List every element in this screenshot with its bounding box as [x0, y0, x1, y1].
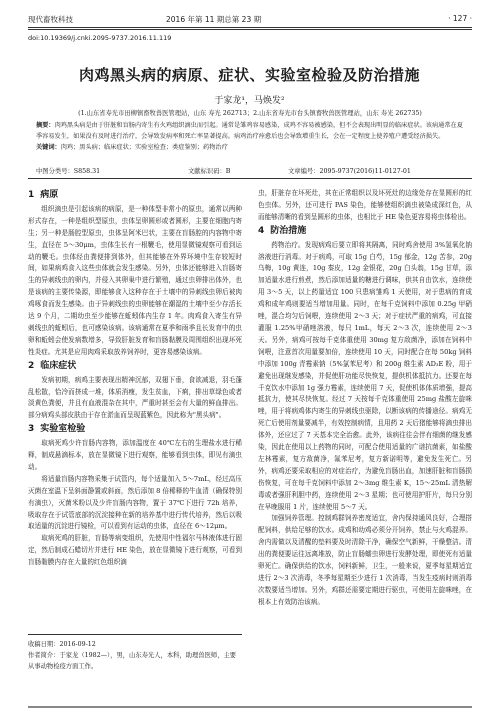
keywords: 肉鸡；黑头病；临床症状；实验室检查；类症鉴别；药物治疗: [60, 143, 228, 151]
author-bio: 作者简介：于家龙（1982—），男，山东寿光人，本科，助理兽医师，主要从事动物检疫方面工作。: [28, 652, 237, 670]
keywords-label: 关键词：: [36, 143, 61, 151]
abstract: [36, 121, 464, 153]
affiliation: (1.山东省寿光市田柳镇畜牧兽医管理站，山东 寿光 262713；2.山东省寿光市台头镇畜牧兽医管理站，山东 寿光 262735): [78, 110, 422, 117]
paragraph: 将适量盲肠内容物采集于试管内，每个适量加入 5～7mL，经过高压灭菌在室温下呈斜面静置或斜面，然后添加 8 倍稀释的牛血清（确保特别有滴虫），灭菌米粉以及少许盲肠内容物，置于 37℃下进行 72h 培养，吸取存在于试管底部的沉淀接种在新的培养基中进行传代培养，然后以吸取适量的沉淀进行镜检，可以看到有运动的虫体，直径在 6～12μm。: [28, 474, 242, 531]
doi[interactable]: doi:10.19369/j.cnki.2095-9737.2016.11.119: [28, 34, 172, 42]
paragraph: 加强饲养管理。控制鸡群饲养密度适宜，舍内保持通风良好，合理搭配饲料，供给足够的饮水。成鸡和幼鸡必须分开饲养，禁止与火鸡混养。舍内需做以及清醒的垫料要及时清除干净，确保空气新鲜，干燥整洁。清出的粪便要运往远离堆放，防止盲肠蠕虫卵进行发酵处理，即使死有适量卵死亡。确保供给的饮水，饲料新鲜，卫生，一般来说，夏季每星期适宜进行 2～3 次消毒，冬季每星期至少进行 1 次消毒，当发生疫病时则消毒次数要适当增加。另外，鸡群还需要定期进行驱虫，可使用左旋咪唑，在根本上有效防治该病。: [258, 514, 472, 606]
section-heading: 3 实验室检验: [28, 424, 86, 435]
abstract-rule: [28, 178, 472, 179]
header-rule: [28, 27, 472, 28]
section-heading: 4 防治措施: [258, 225, 307, 236]
received-date: 收稿日期：2016-09-12: [28, 641, 96, 648]
journal-name: 现代畜牧科技: [28, 15, 73, 24]
footer-rule: [28, 706, 472, 708]
footnote: [28, 634, 242, 672]
clc-number: 中图分类号：S858.31: [36, 168, 101, 175]
left-column: [28, 188, 242, 569]
page-header: [28, 14, 472, 28]
paragraph: 虫，肝脏存在坏死灶，其在正常组织以及坏死灶的边缘处存在显圆形的红色虫体。另外，还可进行 PAS 染色，能够使组织滴虫被染成深红色，从而能够清晰的看到呈圆形的虫体，也相比于 HE 染色更容易将虫体检出。: [258, 189, 472, 221]
paragraph: 药物治疗。发现病鸡后要立即将其隔离，同时鸡舍使用 3%氢氧化钠溶液进行消毒。对于病鸡，可取 15g 白芍，15g 郁金，12g 苦参，20g 乌梅，10g 黄连，10g 秦皮，12g 金银花，20g 白头翁，15g 甘草，添加适量水进行煎煮，然后添加适量的糖进行调味，供其自由饮水，连续使用 3～5 天，以上药量适宜 100 只患病雏鸡 1 天使用，对于患病的育成鸡和成年鸡则要适当增加用量。同时，在每千克饲料中添加 0.25g 甲硝唑，混合均匀后饲喂，连续使用 2～3 天；对于症状严重的病鸡，可直接灌服 1.25%甲硝唑溶液，每只 1mL，每天 2～3 次，连续使用 2～3 天。另外，病鸡可按每千克体重使用 30mg 复方敌菌净，添加在饲料中饲喂，注意首次用量要加倍，连续使用 10 天，同时配合在每 50kg 饲料中添加 100g 青霉素钠（5%氯苯尼考）和 200g 维生素 AD₃E 粉，用于避免出现继发感染，并促使肝功能尽快恢复，提供机体抵抗力。还要在每千克饮水中添加 1g 强力霉素，连续使用 7 天，促使机体体质增强，提高抵抗力，使其尽快恢复。经过 7 天按每千克体重使用 25mg 盐酸左旋咪唑，用于将病鸡体内寄生的异刺线虫驱除，以断该病的传播途径。病鸡无死亡后使用剂量要减半，有效控制病情，且用药 2 天后猪能够将滴虫排出体外，还应过了 7 天基本完全治愈。此外，该病往往会伴有细菌的继发感染，因此在使用以上药物的同时，可配合使用适量的广谱抗菌素，如盐酸左林霉素，复方敌菌净，氟苯尼考，复方新诺明等，避免发生死亡。另外，病鸡还要采取相应的对症治疗，为避免盲肠出血，加速肝脏和盲肠损伤恢复，可在每千克饲料中添加 2～3mg 维生素 K，15～25mL 清热解毒或者强肝利胆中药，连续使用 2～3 星期；也可使用护肝片，每只分别在早晚服用 1 片，连续使用 5～7 天。: [258, 240, 472, 511]
right-column: [258, 188, 472, 609]
article-number: 文章编号：2095-9737(2016)11-0127-01: [288, 168, 411, 175]
section-heading: 2 临床症状: [28, 360, 77, 371]
paragraph: 组织滴虫是引起该病的病原，是一种体型非常小的原虫，通常以两种形式存在，一种是组织型原虫，虫体呈卵圆形或者圆形，主要在细胞内寄生；另一种是肠腔型原虫，虫体呈阿米巴状，主要在盲肠腔的内容物中寄生，直径在 5～30μm，虫体生长有一根鞭毛，使用显微镜观察可看到运动的鞭毛。虫体经由粪便排到体外，但其能够在外界环境中生存较短时间，如果病鸡食入这些虫体就会发生感染。另外，虫体还能够进入盲肠寄生的异刺线虫的卵内，并侵入其卵巢中进行繁殖，通过虫卵排出体外，也是该病的主要传染源，即能够食入这种存在于土壤中的异刺线虫卵后被肉鸡啄食而发生感染。由于异刺线虫的虫卵能够在潮湿的土壤中至少存活长达 9 个月，二期幼虫至少能够在蚯蚓体内生存 1 年。肉鸡食入寄生有异刺线虫的蚯蚓后，也可感染该病。该病通常在夏季和雨季且长发育中的虫卵和蚯蚓会使发病数增多，导致肝脏发育和盲肠黏膜及周围组织出现坏死性炎症。尤其是应用肉鸡采取放养饲养时，更容易感染该病。: [28, 204, 242, 356]
paragraph: 取病死鸡少许盲肠内容物，添加温度在 40℃左右的生理盐水进行稀释，制成悬滴标本，放在显微镜下进行观察，能够看到虫体，即见有滴虫动。: [28, 439, 242, 471]
authors: 于家龙¹，马焕发²: [214, 96, 285, 106]
doc-code: 文献标识码：B: [188, 168, 231, 175]
paragraph: 取病死鸡的肝脏，盲肠等病变组织，先使用中性福尔马林液体进行固定，然后制成石蜡切片并进行 HE 染色，放在显微镜下进行观察，可看到盲肠黏膜内存在大量的红色组织滴: [28, 534, 242, 567]
issue-info: 2016 年第 11 期总第 23 期: [166, 15, 262, 24]
header-rule-2: [28, 29, 472, 30]
page-number: · 127 ·: [448, 14, 472, 23]
abstract-label: 摘要：: [36, 122, 55, 129]
abstract-text: 肉鸡黑头病是由于肝脏和盲肠内寄生有火鸡组织滴虫而引起。通常是雏鸡容易感染，成鸡不容易被感染，但不会表现出明显的临床症状。该病通常在夏季容易发生，如果没有及时进行治疗，会导致发病率和死亡率显著提高。病鸡治疗痊愈后也会导致增重生长，会在一定程度上使养殖户遭受经济损失。: [36, 122, 463, 140]
paragraph: 发病初期，病鸡主要表现出精神沉郁，双翅下垂，食欲减退，羽毛蓬乱松散，恰冷而挤成一堆，体质消瘦，发生贫血，下痢，排出草绿色或者淡黄色粪便，并且有血液混杂在其中，严重时甚至会有大量的鲜血排出。部分病鸡头部皮肤由于存在淤血而呈现蓝紫色，因此称为"黑头病"。: [28, 375, 242, 420]
section-heading: 1 病原: [28, 190, 59, 200]
article-title: 肉鸡黑头病的病原、症状、实验室检验及防治措施: [78, 66, 420, 84]
